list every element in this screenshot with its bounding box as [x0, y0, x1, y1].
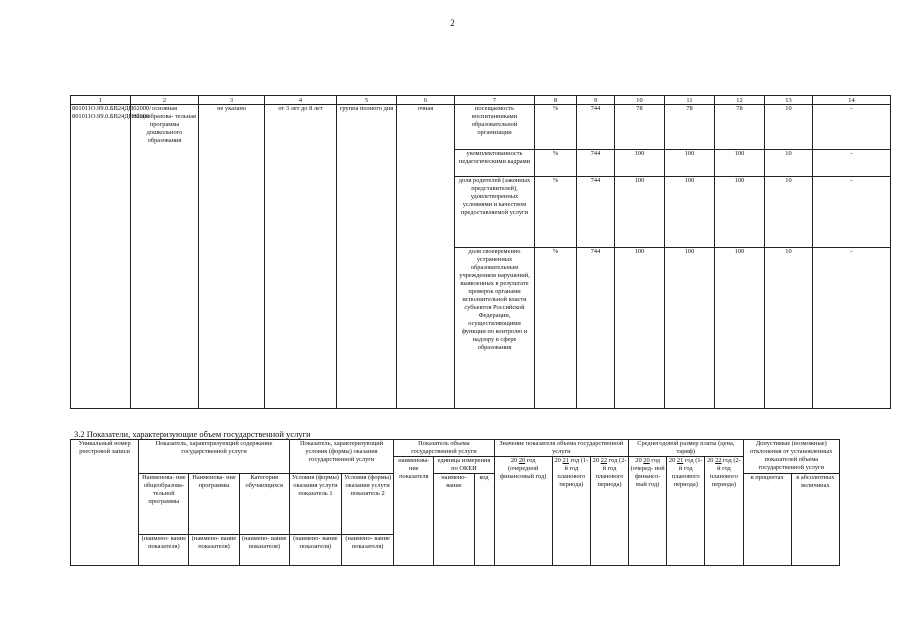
condition2-header: Условия (формы) оказания услуги показатель 2 — [342, 474, 394, 535]
okei-cell: 744 — [577, 150, 615, 177]
deviation-pct-cell: 10 — [765, 177, 813, 248]
value-cell: 78 — [715, 105, 765, 150]
deviation-pct-header: в процентах — [743, 474, 791, 566]
deviation-abs-cell: - — [813, 105, 891, 150]
year1-header: 20 20 год (очередной финансовый год) — [494, 457, 552, 566]
value-cell: 100 — [715, 150, 765, 177]
value-cell: 78 — [665, 105, 715, 150]
price-header: Среднегодовой размер платы (цена, тариф) — [629, 440, 743, 457]
page-number: 2 — [450, 18, 455, 28]
column-number-row — [71, 96, 891, 105]
category-header: Категория обучающихся — [239, 474, 289, 535]
column-number: 4 — [265, 96, 337, 105]
record-number-cell: 801011О.99.0.БВ24ДП02000/ 801011О.99.0.БВ24ДН82000 — [71, 105, 131, 409]
program-name-header: Наименова- ние общеобразова- тельной программы — [139, 474, 189, 535]
age-cell: от 3 лет до 8 лет — [265, 105, 337, 409]
value-cell: 100 — [715, 248, 765, 409]
value-cell: 100 — [665, 248, 715, 409]
price-year2-header: 20 21 год (1-й год планового периода) — [667, 457, 705, 566]
quality-indicators-table — [70, 95, 891, 409]
deviation-abs-cell: - — [813, 248, 891, 409]
unit-cell: % — [535, 150, 577, 177]
indicator-name-cell: укомплектованность педагогическими кадрами — [455, 150, 535, 177]
group-cell: группа полного дня — [337, 105, 397, 409]
content-header: Показатель, характеризующий содержание государственной услуги — [139, 440, 290, 474]
placeholder-cell: (наимено- вание показателя) — [239, 535, 289, 566]
column-number: 13 — [765, 96, 813, 105]
price-year1-header: 20 20 год (очеред- ной финансо- вый год) — [629, 457, 667, 566]
unit-name-header: наимено- вание — [434, 474, 474, 566]
value-cell: 100 — [615, 248, 665, 409]
condition1-header: Условия (формы) оказания услуги показатель 1 — [289, 474, 341, 535]
deviation-abs-cell: - — [813, 177, 891, 248]
okei-cell: 744 — [577, 105, 615, 150]
unit-cell: % — [535, 105, 577, 150]
okei-cell: 744 — [577, 248, 615, 409]
column-number: 2 — [131, 96, 199, 105]
value-cell: 78 — [615, 105, 665, 150]
value-cell: 100 — [615, 177, 665, 248]
unit-code-header: код — [474, 474, 494, 566]
unit-cell: % — [535, 248, 577, 409]
year2-header: 20 21 год (1-й год планового периода) — [552, 457, 590, 566]
value-cell: 100 — [615, 150, 665, 177]
form-cell: очная — [397, 105, 455, 409]
column-number: 8 — [535, 96, 577, 105]
column-number: 1 — [71, 96, 131, 105]
column-number: 9 — [577, 96, 615, 105]
placeholder-cell: (наимено- вание показателя) — [289, 535, 341, 566]
deviation-header: Допустимые (возможные) отклонения от установленных показателей объема государственной услуги — [743, 440, 839, 474]
column-number: 7 — [455, 96, 535, 105]
program-header: Наименова- ние программы — [189, 474, 239, 535]
volume-header: Показатель объема государственной услуги — [394, 440, 494, 457]
column-number: 11 — [665, 96, 715, 105]
volume-unit-header: единица измерения по ОКЕИ — [434, 457, 494, 474]
column-number: 6 — [397, 96, 455, 105]
okei-cell: 744 — [577, 177, 615, 248]
table-row — [71, 105, 891, 150]
placeholder-cell: (наимено- вание показателя) — [342, 535, 394, 566]
volume-name-header: наименова- ние показателя — [394, 457, 434, 566]
category-cell: не указано — [199, 105, 265, 409]
deviation-pct-cell: 10 — [765, 105, 813, 150]
value-cell: 100 — [715, 177, 765, 248]
indicator-name-cell: посещаемость воспитанниками образовательной организации — [455, 105, 535, 150]
column-number: 3 — [199, 96, 265, 105]
value-cell: 100 — [665, 177, 715, 248]
year3-header: 20 22 год (2-й год планового периода) — [590, 457, 628, 566]
deviation-pct-cell: 10 — [765, 150, 813, 177]
deviation-abs-cell: - — [813, 150, 891, 177]
deviation-abs-header: в абсолютных величинах — [791, 474, 839, 566]
volume-indicators-table — [70, 439, 840, 566]
section-title: 3.2 Показатели, характеризующие объем государственной услуги — [74, 429, 311, 439]
value-cell: 100 — [665, 150, 715, 177]
record-number-header: Уникальный номер реестровой записи — [71, 440, 139, 566]
placeholder-cell: (наимено- вание показателя) — [139, 535, 189, 566]
column-number: 14 — [813, 96, 891, 105]
deviation-pct-cell: 10 — [765, 248, 813, 409]
price-year3-header: 20 22 год (2-й год планового периода) — [705, 457, 743, 566]
column-number: 5 — [337, 96, 397, 105]
value-header: Значение показателя объема государственной услуги — [494, 440, 629, 457]
conditions-header: Показатель, характеризующий условия (формы) оказания государственной услуги — [289, 440, 393, 474]
column-number: 10 — [615, 96, 665, 105]
content-cell: основная общеобразова- тельная программа дошкольного образования — [131, 105, 199, 409]
unit-cell: % — [535, 177, 577, 248]
column-number: 12 — [715, 96, 765, 105]
header-row — [71, 440, 840, 457]
indicator-name-cell: доля родителей (законных представителей), удовлетворенных условиями и качеством предоставляемой услуги — [455, 177, 535, 248]
placeholder-cell: (наимено- вание показателя) — [189, 535, 239, 566]
indicator-name-cell: доля своевременно устраненных образовательным учреждением нарушений, выявленных в результате проверок органами исполнительной власти субъектов Российской Федерации, осуществляющими функции по контролю и надзору в сфере образования — [455, 248, 535, 409]
